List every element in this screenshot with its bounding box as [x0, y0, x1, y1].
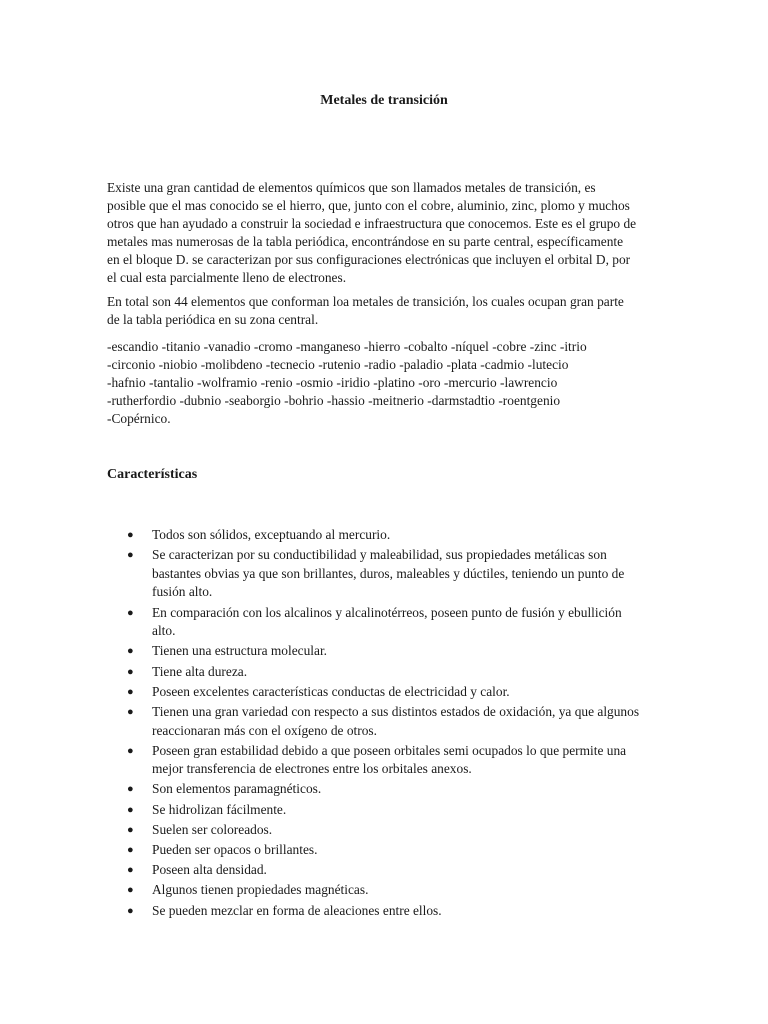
element-list-line: -escandio -titanio -vanadio -cromo -manganeso -hierro -cobalto -níquel -cobre -zinc -itrio	[107, 339, 587, 354]
bullet-icon: ●	[127, 705, 134, 718]
list-item-text: Todos son sólidos, exceptuando al mercurio.	[152, 527, 391, 542]
list-item-text: Pueden ser opacos o brillantes.	[152, 842, 318, 858]
list-item-text: Son elementos paramagnéticos.	[152, 781, 322, 797]
list-item	[0, 604, 768, 641]
bullet-icon: ●	[127, 823, 134, 836]
list-item	[0, 546, 768, 602]
bullet-icon: ●	[127, 904, 134, 917]
list-item-text: Se pueden mezclar en forma de aleaciones entre ellos.	[152, 902, 442, 918]
bullet-icon: ●	[127, 665, 134, 678]
list-item-text: Poseen alta densidad.	[152, 862, 267, 878]
list-item	[0, 881, 768, 900]
bullet-icon: ●	[127, 884, 134, 897]
bullet-icon: ●	[127, 645, 134, 658]
list-item	[0, 861, 768, 880]
element-list-line: -Copérnico.	[107, 411, 171, 426]
bullet-icon: ●	[127, 744, 134, 757]
bullet-icon: ●	[127, 803, 134, 816]
list-item	[0, 841, 768, 860]
bullet-icon: ●	[127, 606, 134, 619]
list-item-text: Se hidrolizan fácilmente.	[152, 801, 287, 817]
list-item-text: Tienen una estructura molecular.	[152, 643, 328, 659]
characteristics-list	[0, 526, 768, 922]
element-list	[107, 338, 637, 428]
list-item-text: Poseen gran estabilidad debido a que poseen orbitales semi ocupados lo que permite una mejor transferencia de electrones entre los orbitales anexos.	[152, 742, 627, 777]
list-item	[0, 663, 768, 682]
list-item-text: Suelen ser coloreados.	[152, 821, 273, 837]
element-list-line: -hafnio -tantalio -wolframio -renio -osmio -iridio -platino -oro -mercurio -lawrencio	[107, 375, 558, 390]
total-elements-paragraph: En total son 44 elementos que conforman loa metales de transición, los cuales ocupan gran parte de la tabla periódica en su zona central.	[107, 294, 624, 327]
list-item	[0, 821, 768, 840]
list-item	[0, 780, 768, 799]
list-item-text: Poseen excelentes características conductas de electricidad y calor.	[152, 683, 510, 699]
list-item-text: Tienen una gran variedad con respecto a sus distintos estados de oxidación, ya que algunos reaccionaran más con el oxígeno de otros.	[152, 703, 640, 738]
list-item-text: En comparación con los alcalinos y alcalinotérreos, poseen punto de fusión y ebullición alto.	[152, 604, 622, 639]
bullet-icon: ●	[127, 685, 134, 698]
list-item	[0, 526, 768, 545]
list-item	[0, 683, 768, 702]
intro-paragraph: Existe una gran cantidad de elementos químicos que son llamados metales de transición, es posible que el mas conocido se el hierro, que, junto con el cobre, aluminio, zinc, plomo y muchos otros que han ayudado a construir la sociedad e infraestructura que conocemos. Este es el grupo de metales mas numerosas de la tabla periódica, encontrándose en su parte central, específicamente en el bloque D. se caracterizan por sus configuraciones electrónicas que incluyen el orbital D, por el cual esta parcialmente lleno de electrones.	[107, 180, 637, 285]
list-item	[0, 703, 768, 740]
bullet-icon: ●	[127, 844, 134, 857]
section-heading: Características	[107, 467, 198, 482]
list-item	[0, 642, 768, 661]
list-item	[0, 902, 768, 921]
element-list-line: -circonio -niobio -molibdeno -tecnecio -rutenio -radio -paladio -plata -cadmio -lutecio	[107, 357, 569, 372]
list-item	[0, 742, 768, 779]
list-item-text: Tiene alta dureza.	[152, 663, 248, 679]
list-item	[0, 801, 768, 820]
bullet-icon: ●	[127, 529, 134, 541]
list-item-text: Se caracterizan por su conductibilidad y maleabilidad, sus propiedades metálicas son bastantes obvias ya que son brillantes, duros, maleables y dúctiles, teniendo un punto de fusión alto.	[152, 547, 625, 600]
bullet-icon: ●	[127, 783, 134, 796]
bullet-icon: ●	[127, 549, 134, 562]
element-list-line: -rutherfordio -dubnio -seaborgio -bohrio -hassio -meitnerio -darmstadtio -roentgenio	[107, 393, 561, 408]
list-item-text: Algunos tienen propiedades magnéticas.	[152, 882, 369, 898]
page-title: Metales de transición	[320, 93, 448, 108]
bullet-icon: ●	[127, 864, 134, 877]
